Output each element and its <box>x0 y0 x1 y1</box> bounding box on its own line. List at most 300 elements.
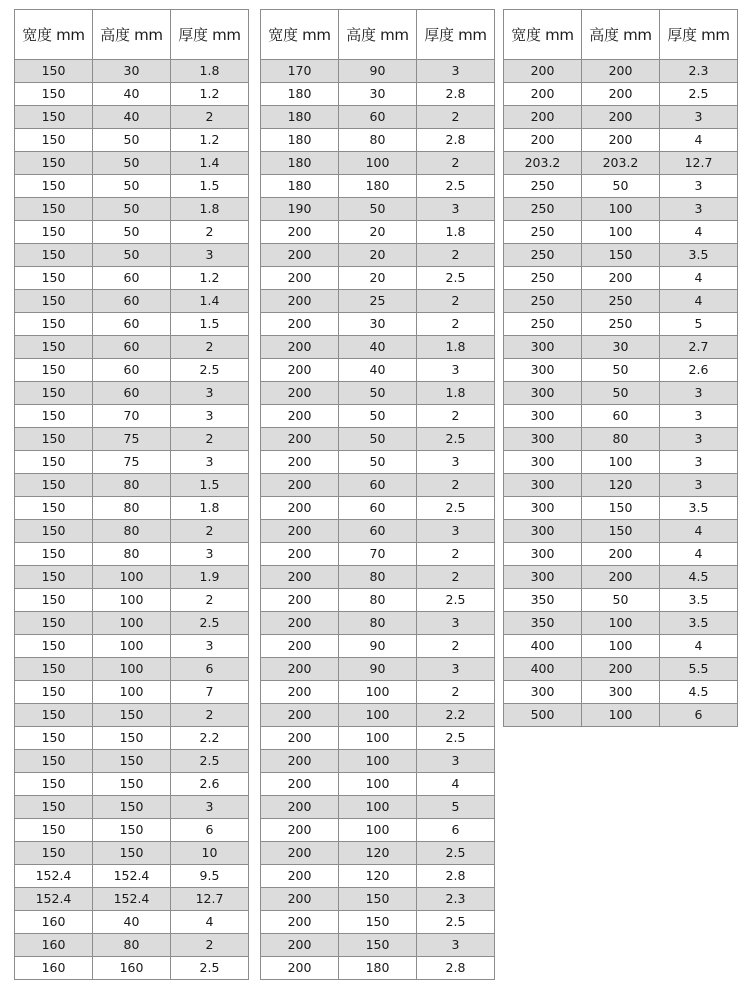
cell-width: 150 <box>15 313 93 336</box>
cell-thickness: 3 <box>660 382 738 405</box>
cell-thickness: 2.8 <box>417 865 495 888</box>
cell-thickness: 4 <box>660 290 738 313</box>
cell-width: 300 <box>504 382 582 405</box>
cell-height: 60 <box>93 267 171 290</box>
cell-height: 150 <box>582 520 660 543</box>
cell-thickness: 10 <box>171 842 249 865</box>
cell-height: 100 <box>93 635 171 658</box>
cell-width: 180 <box>261 83 339 106</box>
cell-height: 80 <box>93 934 171 957</box>
cell-width: 190 <box>261 198 339 221</box>
cell-width: 300 <box>504 543 582 566</box>
cell-width: 200 <box>261 474 339 497</box>
cell-height: 160 <box>93 957 171 980</box>
cell-thickness: 2 <box>417 635 495 658</box>
cell-thickness: 4 <box>171 911 249 934</box>
table-row <box>261 773 495 796</box>
cell-height: 50 <box>93 198 171 221</box>
cell-width: 180 <box>261 129 339 152</box>
table-row <box>15 106 249 129</box>
cell-width: 200 <box>261 290 339 313</box>
cell-width: 150 <box>15 612 93 635</box>
cell-width: 200 <box>261 589 339 612</box>
table-row <box>504 658 738 681</box>
cell-thickness: 2 <box>171 589 249 612</box>
cell-width: 152.4 <box>15 888 93 911</box>
cell-height: 120 <box>339 865 417 888</box>
cell-height: 200 <box>582 267 660 290</box>
cell-width: 250 <box>504 198 582 221</box>
cell-thickness: 2 <box>171 704 249 727</box>
cell-thickness: 1.8 <box>417 336 495 359</box>
cell-thickness: 3 <box>417 658 495 681</box>
cell-height: 120 <box>339 842 417 865</box>
cell-width: 200 <box>261 773 339 796</box>
cell-width: 200 <box>261 750 339 773</box>
cell-height: 150 <box>339 911 417 934</box>
cell-height: 60 <box>93 313 171 336</box>
cell-width: 200 <box>261 405 339 428</box>
table-row <box>261 244 495 267</box>
cell-height: 30 <box>339 83 417 106</box>
cell-height: 180 <box>339 957 417 980</box>
table-row <box>15 83 249 106</box>
table-row <box>261 934 495 957</box>
table-row <box>15 198 249 221</box>
cell-thickness: 2.5 <box>417 497 495 520</box>
cell-width: 200 <box>261 451 339 474</box>
cell-thickness: 2 <box>417 106 495 129</box>
cell-height: 100 <box>339 152 417 175</box>
cell-width: 300 <box>504 681 582 704</box>
cell-width: 150 <box>15 382 93 405</box>
cell-width: 200 <box>261 727 339 750</box>
cell-thickness: 1.4 <box>171 290 249 313</box>
cell-thickness: 1.5 <box>171 474 249 497</box>
table-row <box>261 313 495 336</box>
header-row <box>261 10 495 60</box>
cell-width: 350 <box>504 589 582 612</box>
cell-thickness: 12.7 <box>660 152 738 175</box>
cell-width: 150 <box>15 244 93 267</box>
cell-height: 50 <box>339 428 417 451</box>
cell-thickness: 5.5 <box>660 658 738 681</box>
cell-height: 50 <box>582 175 660 198</box>
cell-height: 70 <box>93 405 171 428</box>
cell-width: 200 <box>261 612 339 635</box>
cell-thickness: 4.5 <box>660 566 738 589</box>
table-row <box>15 842 249 865</box>
table-row <box>504 221 738 244</box>
cell-width: 200 <box>504 106 582 129</box>
table-row <box>261 336 495 359</box>
cell-width: 250 <box>504 313 582 336</box>
cell-thickness: 2.6 <box>171 773 249 796</box>
cell-width: 180 <box>261 106 339 129</box>
table-row <box>504 83 738 106</box>
cell-width: 200 <box>504 83 582 106</box>
cell-height: 50 <box>93 244 171 267</box>
cell-height: 200 <box>582 106 660 129</box>
cell-height: 150 <box>582 244 660 267</box>
cell-thickness: 4 <box>660 520 738 543</box>
cell-height: 60 <box>93 382 171 405</box>
cell-height: 60 <box>93 359 171 382</box>
cell-width: 150 <box>15 175 93 198</box>
cell-width: 160 <box>15 911 93 934</box>
table-row <box>261 60 495 83</box>
cell-thickness: 2.5 <box>417 175 495 198</box>
cell-thickness: 2.5 <box>171 612 249 635</box>
cell-height: 150 <box>93 796 171 819</box>
table-row <box>504 497 738 520</box>
cell-width: 150 <box>15 819 93 842</box>
table-row <box>15 221 249 244</box>
cell-width: 200 <box>261 244 339 267</box>
cell-thickness: 2 <box>417 474 495 497</box>
cell-height: 50 <box>582 382 660 405</box>
table-row <box>261 106 495 129</box>
cell-height: 30 <box>582 336 660 359</box>
cell-height: 152.4 <box>93 888 171 911</box>
cell-width: 150 <box>15 497 93 520</box>
cell-height: 50 <box>339 382 417 405</box>
cell-height: 75 <box>93 451 171 474</box>
table-row <box>504 198 738 221</box>
header-width: 宽度 mm <box>261 10 339 60</box>
cell-height: 200 <box>582 566 660 589</box>
cell-height: 150 <box>582 497 660 520</box>
cell-thickness: 2 <box>417 290 495 313</box>
table-row <box>261 911 495 934</box>
cell-width: 200 <box>261 428 339 451</box>
cell-thickness: 3.5 <box>660 612 738 635</box>
table-row <box>261 267 495 290</box>
cell-thickness: 2.5 <box>417 267 495 290</box>
cell-thickness: 2 <box>171 106 249 129</box>
cell-height: 50 <box>582 359 660 382</box>
cell-width: 400 <box>504 658 582 681</box>
cell-thickness: 3 <box>417 198 495 221</box>
cell-thickness: 4 <box>660 543 738 566</box>
table-row <box>15 888 249 911</box>
cell-width: 150 <box>15 474 93 497</box>
cell-thickness: 6 <box>171 658 249 681</box>
cell-thickness: 3.5 <box>660 497 738 520</box>
cell-height: 100 <box>93 681 171 704</box>
table-row <box>261 957 495 980</box>
cell-thickness: 2.5 <box>171 750 249 773</box>
cell-thickness: 2.6 <box>660 359 738 382</box>
cell-thickness: 6 <box>171 819 249 842</box>
cell-height: 40 <box>339 359 417 382</box>
table-row <box>261 842 495 865</box>
table-row <box>15 359 249 382</box>
cell-thickness: 2 <box>417 405 495 428</box>
table-row <box>15 428 249 451</box>
cell-height: 100 <box>582 612 660 635</box>
cell-height: 100 <box>339 773 417 796</box>
cell-height: 250 <box>582 290 660 313</box>
cell-width: 200 <box>261 359 339 382</box>
cell-thickness: 2 <box>417 313 495 336</box>
cell-thickness: 3 <box>660 175 738 198</box>
cell-height: 100 <box>339 704 417 727</box>
cell-height: 75 <box>93 428 171 451</box>
table-row <box>261 589 495 612</box>
cell-thickness: 3 <box>417 359 495 382</box>
cell-thickness: 1.8 <box>417 382 495 405</box>
cell-width: 150 <box>15 727 93 750</box>
spec-table-3 <box>503 9 738 727</box>
header-height: 高度 mm <box>582 10 660 60</box>
table-row <box>15 520 249 543</box>
cell-thickness: 3 <box>660 106 738 129</box>
cell-thickness: 7 <box>171 681 249 704</box>
table-row <box>504 681 738 704</box>
cell-height: 200 <box>582 83 660 106</box>
cell-thickness: 2 <box>417 543 495 566</box>
cell-thickness: 3.5 <box>660 244 738 267</box>
cell-width: 300 <box>504 497 582 520</box>
cell-height: 300 <box>582 681 660 704</box>
table-row <box>261 497 495 520</box>
cell-thickness: 3.5 <box>660 589 738 612</box>
table-row <box>261 405 495 428</box>
cell-width: 150 <box>15 221 93 244</box>
cell-thickness: 2 <box>417 244 495 267</box>
cell-width: 200 <box>504 60 582 83</box>
cell-width: 200 <box>261 658 339 681</box>
cell-thickness: 2 <box>417 681 495 704</box>
cell-thickness: 2.3 <box>417 888 495 911</box>
cell-width: 200 <box>261 842 339 865</box>
cell-thickness: 2.5 <box>660 83 738 106</box>
cell-width: 200 <box>261 382 339 405</box>
cell-height: 90 <box>339 635 417 658</box>
cell-thickness: 1.4 <box>171 152 249 175</box>
table-row <box>261 359 495 382</box>
cell-width: 150 <box>15 842 93 865</box>
table-row <box>504 359 738 382</box>
table-row <box>15 129 249 152</box>
cell-thickness: 1.8 <box>171 497 249 520</box>
cell-width: 200 <box>261 888 339 911</box>
cell-height: 40 <box>93 911 171 934</box>
cell-width: 300 <box>504 451 582 474</box>
cell-height: 60 <box>339 106 417 129</box>
cell-width: 150 <box>15 428 93 451</box>
table-row <box>504 336 738 359</box>
cell-height: 50 <box>339 451 417 474</box>
header-height: 高度 mm <box>339 10 417 60</box>
cell-thickness: 3 <box>417 451 495 474</box>
cell-width: 150 <box>15 773 93 796</box>
cell-thickness: 3 <box>660 451 738 474</box>
cell-height: 90 <box>339 658 417 681</box>
cell-height: 50 <box>582 589 660 612</box>
spec-table-2 <box>260 9 495 980</box>
cell-thickness: 2.5 <box>417 727 495 750</box>
header-row <box>15 10 249 60</box>
cell-thickness: 3 <box>417 612 495 635</box>
cell-height: 200 <box>582 129 660 152</box>
cell-width: 200 <box>261 313 339 336</box>
cell-width: 150 <box>15 198 93 221</box>
table-row <box>15 589 249 612</box>
cell-height: 80 <box>339 129 417 152</box>
cell-thickness: 1.9 <box>171 566 249 589</box>
table-row <box>504 175 738 198</box>
cell-width: 200 <box>261 934 339 957</box>
cell-thickness: 3 <box>171 796 249 819</box>
cell-height: 150 <box>339 888 417 911</box>
cell-thickness: 2.5 <box>417 589 495 612</box>
cell-thickness: 2 <box>417 152 495 175</box>
cell-width: 200 <box>261 635 339 658</box>
cell-thickness: 6 <box>417 819 495 842</box>
header-width: 宽度 mm <box>15 10 93 60</box>
cell-height: 50 <box>93 129 171 152</box>
cell-thickness: 2.8 <box>417 83 495 106</box>
table-row <box>261 681 495 704</box>
cell-width: 160 <box>15 934 93 957</box>
table-row <box>261 520 495 543</box>
cell-height: 20 <box>339 221 417 244</box>
table-row <box>261 635 495 658</box>
cell-width: 150 <box>15 750 93 773</box>
table-row <box>504 612 738 635</box>
cell-width: 150 <box>15 405 93 428</box>
cell-height: 100 <box>339 819 417 842</box>
cell-width: 150 <box>15 83 93 106</box>
cell-thickness: 3 <box>171 543 249 566</box>
cell-height: 70 <box>339 543 417 566</box>
cell-width: 150 <box>15 359 93 382</box>
table-row <box>261 221 495 244</box>
table-row <box>261 382 495 405</box>
cell-height: 50 <box>93 221 171 244</box>
cell-width: 200 <box>261 267 339 290</box>
spec-table-1 <box>14 9 249 980</box>
cell-width: 350 <box>504 612 582 635</box>
table-row <box>261 451 495 474</box>
table-row <box>504 60 738 83</box>
cell-thickness: 1.2 <box>171 129 249 152</box>
cell-width: 200 <box>261 336 339 359</box>
cell-thickness: 3 <box>417 934 495 957</box>
table-row <box>15 451 249 474</box>
table-row <box>261 198 495 221</box>
cell-height: 60 <box>93 290 171 313</box>
cell-height: 100 <box>339 796 417 819</box>
table-row <box>15 704 249 727</box>
table-row <box>15 244 249 267</box>
table-row <box>15 658 249 681</box>
table-row <box>504 474 738 497</box>
cell-height: 100 <box>339 681 417 704</box>
cell-thickness: 6 <box>660 704 738 727</box>
table-row <box>504 129 738 152</box>
cell-height: 60 <box>339 497 417 520</box>
cell-thickness: 4.5 <box>660 681 738 704</box>
cell-thickness: 2 <box>171 520 249 543</box>
table-row <box>261 819 495 842</box>
cell-thickness: 2 <box>171 934 249 957</box>
header-thickness: 厚度 mm <box>171 10 249 60</box>
cell-thickness: 2.8 <box>417 957 495 980</box>
table-row <box>15 727 249 750</box>
cell-width: 200 <box>261 681 339 704</box>
cell-height: 25 <box>339 290 417 313</box>
cell-height: 40 <box>93 83 171 106</box>
table-row <box>15 543 249 566</box>
cell-thickness: 3 <box>171 244 249 267</box>
cell-height: 100 <box>93 658 171 681</box>
cell-width: 200 <box>261 819 339 842</box>
cell-height: 203.2 <box>582 152 660 175</box>
cell-height: 50 <box>339 405 417 428</box>
cell-height: 200 <box>582 658 660 681</box>
cell-height: 120 <box>582 474 660 497</box>
table-row <box>504 520 738 543</box>
cell-thickness: 2.5 <box>171 957 249 980</box>
table-row <box>15 681 249 704</box>
cell-thickness: 3 <box>417 60 495 83</box>
cell-width: 250 <box>504 267 582 290</box>
table-row <box>15 957 249 980</box>
cell-thickness: 4 <box>660 635 738 658</box>
cell-height: 180 <box>339 175 417 198</box>
cell-height: 80 <box>93 474 171 497</box>
table-row <box>15 750 249 773</box>
cell-thickness: 1.2 <box>171 83 249 106</box>
cell-width: 300 <box>504 428 582 451</box>
cell-thickness: 1.8 <box>417 221 495 244</box>
cell-width: 150 <box>15 543 93 566</box>
cell-thickness: 5 <box>660 313 738 336</box>
table-row <box>504 428 738 451</box>
cell-height: 152.4 <box>93 865 171 888</box>
cell-width: 200 <box>261 704 339 727</box>
table-row <box>261 290 495 313</box>
cell-width: 250 <box>504 290 582 313</box>
table-row <box>15 267 249 290</box>
cell-width: 300 <box>504 520 582 543</box>
table-row <box>15 497 249 520</box>
table-row <box>261 129 495 152</box>
cell-height: 80 <box>339 589 417 612</box>
cell-height: 150 <box>93 704 171 727</box>
cell-thickness: 2.2 <box>171 727 249 750</box>
table-row <box>15 60 249 83</box>
cell-width: 150 <box>15 704 93 727</box>
cell-width: 200 <box>261 957 339 980</box>
table-row <box>504 313 738 336</box>
table-row <box>261 428 495 451</box>
cell-width: 150 <box>15 796 93 819</box>
table-row <box>504 635 738 658</box>
cell-thickness: 3 <box>660 428 738 451</box>
cell-width: 200 <box>261 566 339 589</box>
cell-height: 60 <box>93 336 171 359</box>
cell-width: 150 <box>15 290 93 313</box>
cell-thickness: 2.5 <box>417 428 495 451</box>
table-row <box>504 267 738 290</box>
table-row <box>504 244 738 267</box>
cell-width: 300 <box>504 405 582 428</box>
cell-width: 180 <box>261 175 339 198</box>
